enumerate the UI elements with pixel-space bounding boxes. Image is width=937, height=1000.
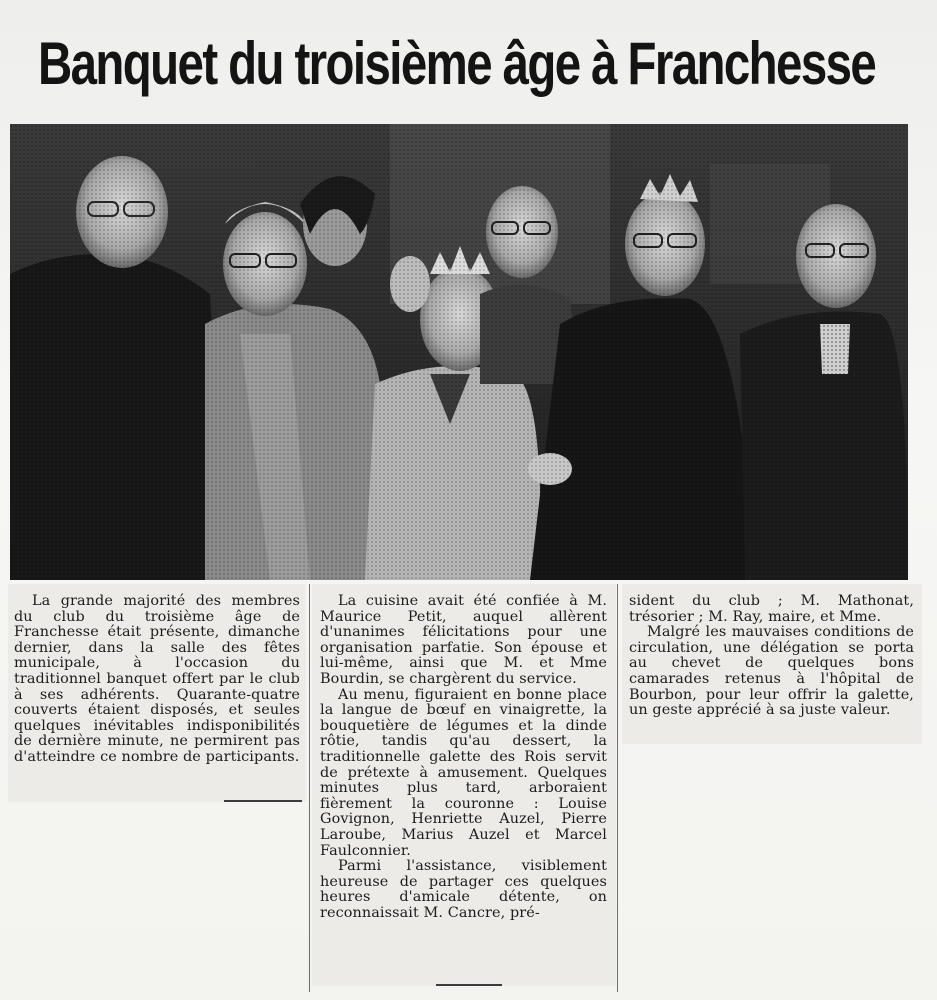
article-column-1 <box>14 594 300 766</box>
paragraph: Malgré les mauvaises conditions de circulation, une délégation se porta au chevet de quelques bons camarades retenus à l'hôpital de Bourbon, pour leur offrir la galette, un geste apprécié à sa juste valeur. <box>629 624 914 719</box>
paragraph: sident du club ; M. Mathonat, trésorier ; M. Ray, maire, et Mme. <box>629 593 914 625</box>
column-divider <box>617 584 618 992</box>
article-column-2 <box>320 594 607 921</box>
paragraph: Parmi l'assistance, visiblement heureuse de partager ces quelques heures d'amicale détente, on reconnaissait M. Cancre, pré- <box>320 858 607 921</box>
article-column-3 <box>629 594 914 719</box>
paragraph: La grande majorité des membres du club du troisième âge de Franchesse était présente, dimanche dernier, dans la salle des fêtes municipale, à l'occasion du traditionnel banquet offert par le club à ses adhérents. Quarante-quatre couverts étaient disposés, et seules quelques inévitables indisponibilités de dernière minute, ne permirent pas d'atteindre ce nombre de participants. <box>14 593 300 765</box>
paragraph: La cuisine avait été confiée à M. Maurice Petit, auquel allèrent d'unanimes félicitations pour une organisation parfatie. Son épouse et lui-même, ainsi que M. et Mme Bourdin, se chargèrent du service. <box>320 593 607 687</box>
photo-image <box>10 124 908 580</box>
group-photo <box>10 124 908 580</box>
paragraph: Au menu, figuraient en bonne place la langue de bœuf en vinaigrette, la bouquetière de légumes et la dinde rôtie, tandis qu'au dessert, la traditionnelle galette des Rois servit de prétexte à amusement. Quelques minutes plus tard, arboraient fièrement la couronne : Louise Govignon, Henriette Auzel, Pierre Laroube, Marius Auzel et Marcel Faulconnier. <box>320 686 607 859</box>
end-rule <box>224 800 302 802</box>
column-divider <box>309 584 310 992</box>
end-rule <box>436 984 502 986</box>
headline: Banquet du troisième âge à Franchesse <box>38 30 876 97</box>
